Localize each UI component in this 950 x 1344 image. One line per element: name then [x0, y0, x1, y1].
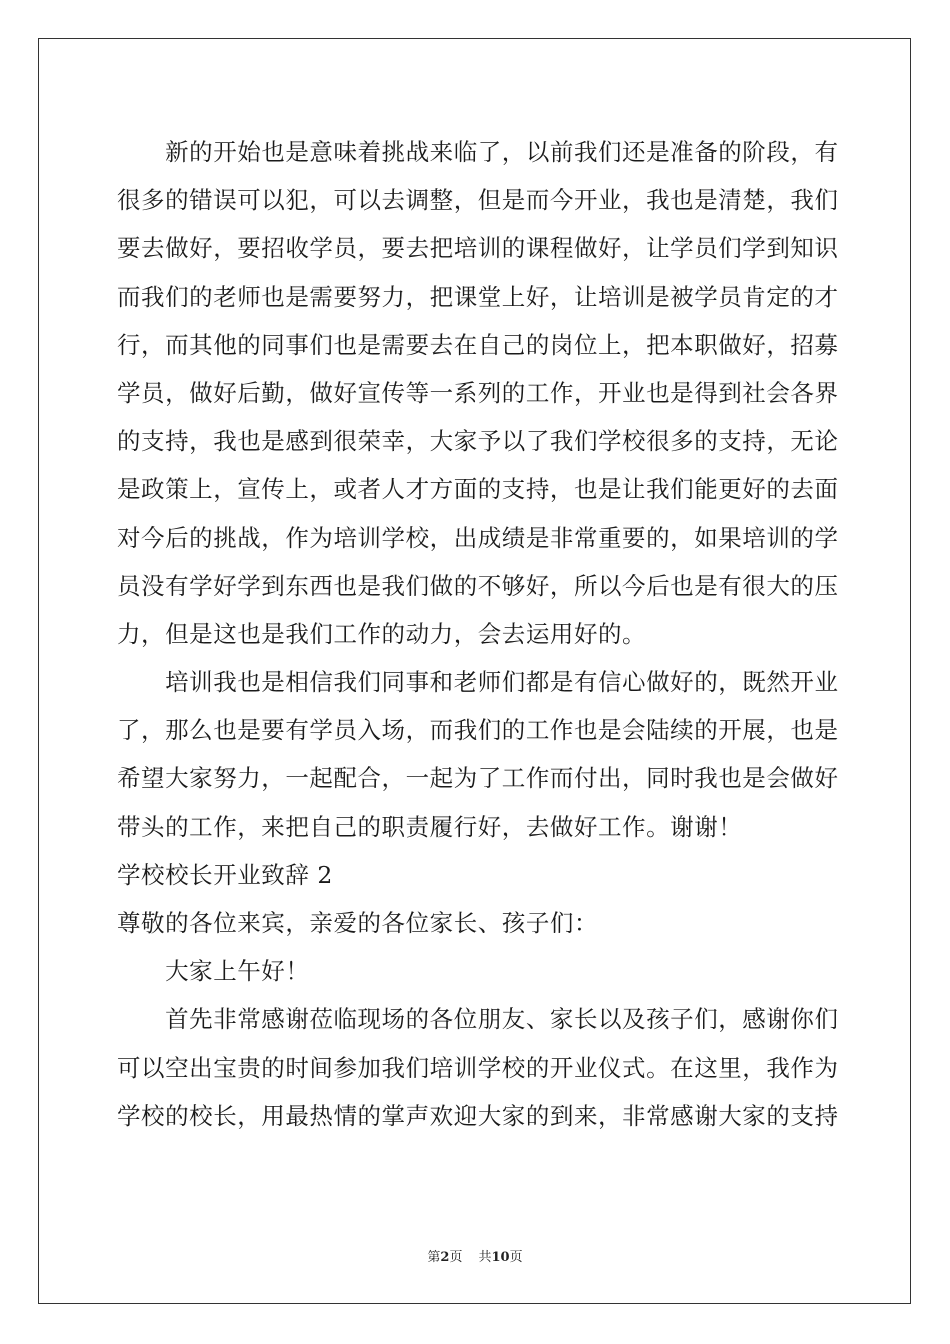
- text-line: 学校的校长，用最热情的掌声欢迎大家的到来，非常感谢大家的支持: [117, 1101, 839, 1130]
- page-prefix: 第: [427, 1250, 441, 1265]
- text-line: 了，那么也是要有学员入场，而我们的工作也是会陆续的开展，也是: [117, 716, 839, 745]
- page-suffix: 页: [449, 1250, 463, 1265]
- page-number: 2: [440, 1250, 450, 1265]
- text-line: 培训我也是相信我们同事和老师们都是有信心做好的，既然开业: [117, 668, 839, 697]
- page-footer: [0, 1246, 950, 1265]
- document-body: [117, 128, 837, 1140]
- greeting: 大家上午好！: [117, 957, 310, 986]
- text-line: 新的开始也是意味着挑战来临了，以前我们还是准备的阶段，有: [117, 138, 839, 166]
- text-line: 行，而其他的同事们也是需要去在自己的岗位上，把本职做好，招募: [117, 330, 839, 359]
- text-line: 员没有学好学到东西也是我们做的不够好，所以今后也是有很大的压: [117, 571, 839, 600]
- text-line: 很多的错误可以犯，可以去调整，但是而今开业，我也是清楚，我们: [117, 186, 839, 215]
- text-line: 学员，做好后勤，做好宣传等一系列的工作，开业也是得到社会各界: [117, 378, 839, 407]
- text-line: 力，但是这也是我们工作的动力，会去运用好的。: [117, 619, 647, 648]
- text-line: 是政策上，宣传上，或者人才方面的支持，也是让我们能更好的去面: [117, 475, 839, 504]
- text-line: 的支持，我也是感到很荣幸，大家予以了我们学校很多的支持，无论: [117, 427, 839, 456]
- salutation: 尊敬的各位来宾，亲爱的各位家长、孩子们：: [117, 909, 598, 937]
- section-heading: 学校校长开业致辞 2: [117, 860, 333, 889]
- text-line: 要去做好，要招收学员，要去把培训的课程做好，让学员们学到知识: [117, 234, 839, 263]
- text-line: 首先非常感谢莅临现场的各位朋友、家长以及孩子们，感谢你们: [117, 1005, 839, 1034]
- text-line: 而我们的老师也是需要努力，把课堂上好，让培训是被学员肯定的才: [117, 282, 839, 311]
- total-suffix: 页: [509, 1250, 523, 1265]
- text-line: 可以空出宝贵的时间参加我们培训学校的开业仪式。在这里，我作为: [117, 1053, 839, 1082]
- total-prefix: 共: [478, 1250, 492, 1265]
- total-pages: 10: [491, 1250, 510, 1265]
- text-line: 对今后的挑战，作为培训学校，出成绩是非常重要的，如果培训的学: [117, 523, 839, 552]
- text-line: 带头的工作，来把自己的职责履行好，去做好工作。谢谢！: [117, 812, 743, 841]
- text-line: 希望大家努力，一起配合，一起为了工作而付出，同时我也是会做好: [117, 764, 839, 793]
